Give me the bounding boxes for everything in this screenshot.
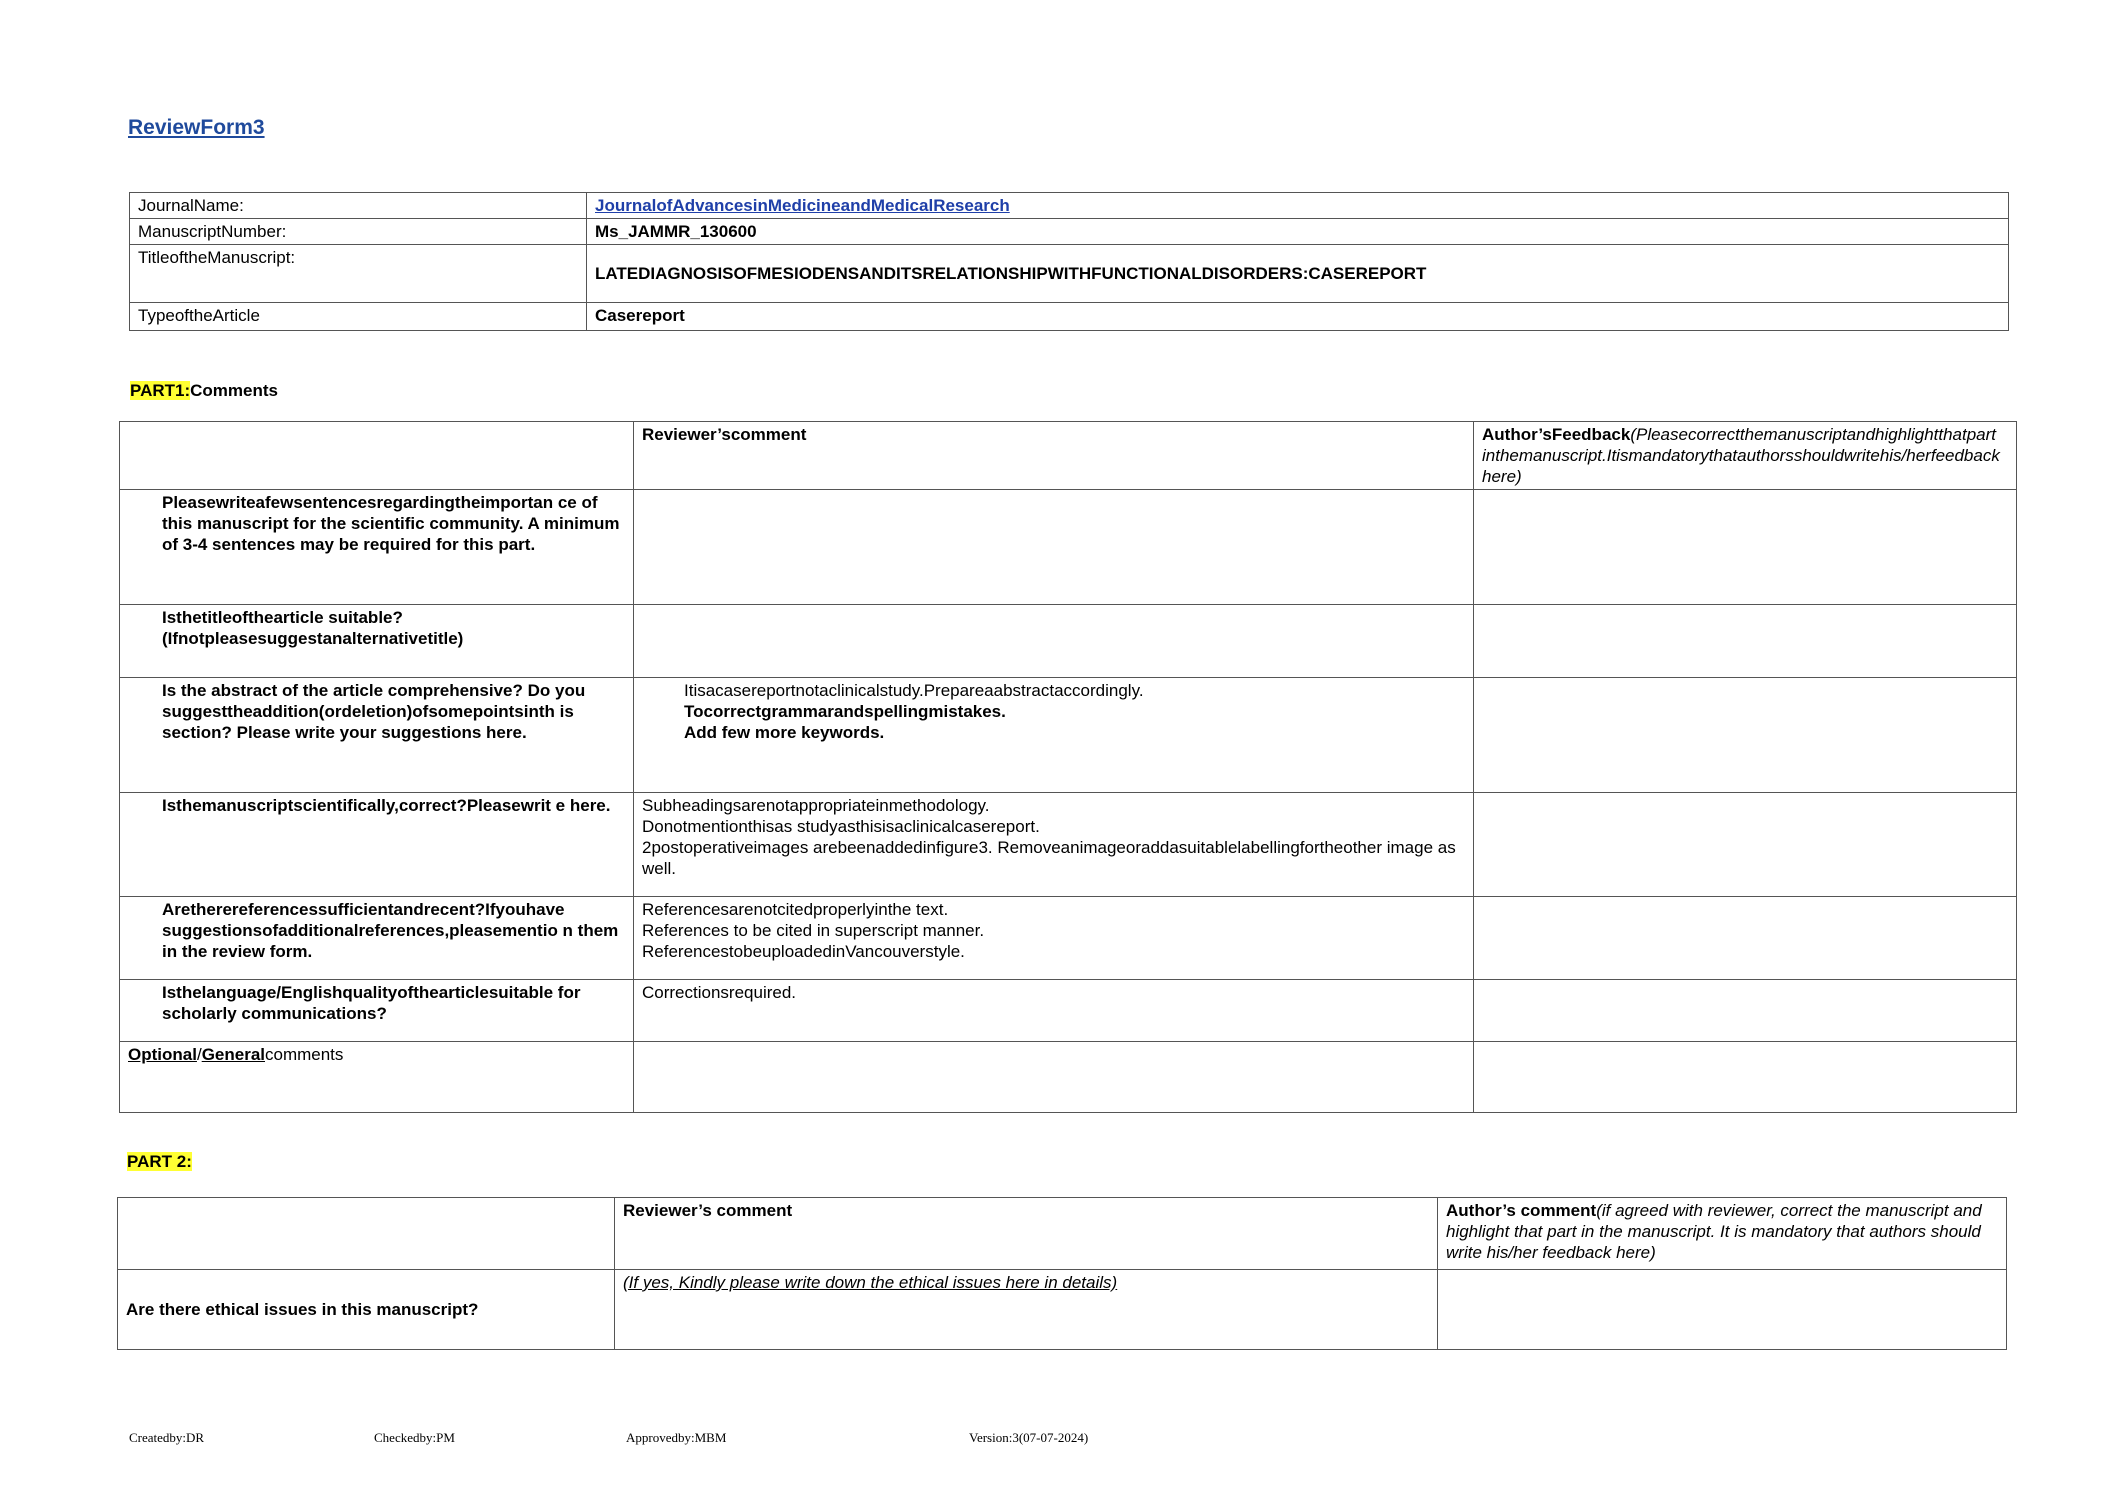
part1-label-rest: Comments — [190, 381, 278, 400]
part2-header-reviewer: Reviewer’s comment — [615, 1198, 1438, 1270]
reviewer-comment-cell[interactable] — [634, 897, 1474, 980]
author-feedback-cell[interactable] — [1474, 490, 2017, 605]
ethical-issues-instruction: (If yes, Kindly please write down the ethical issues here in details) — [623, 1273, 1118, 1292]
table-row — [120, 1042, 2017, 1113]
part1-heading — [130, 381, 278, 401]
comment-line: Add few more keywords. — [684, 723, 885, 742]
author-feedback-cell[interactable] — [1438, 1270, 2007, 1350]
reviewer-comment-cell[interactable] — [615, 1270, 1438, 1350]
optional-label-bold-1: Optional — [128, 1045, 197, 1064]
part1-header-empty — [120, 422, 634, 490]
reviewer-comment-cell[interactable] — [634, 678, 1474, 793]
reviewer-comment-cell[interactable] — [634, 1042, 1474, 1113]
comment-line: Subheadingsarenotappropriateinmethodology. — [642, 796, 990, 815]
comment-line: Referencesarenotcitedproperlyinthe text. — [642, 900, 949, 919]
footer-version: Version:3(07-07-2024) — [969, 1430, 1089, 1445]
table-row — [120, 980, 2017, 1042]
part1-comments-table — [119, 421, 2017, 1113]
form-title: ReviewForm3 — [128, 116, 265, 139]
optional-label-bold-2: General — [201, 1045, 265, 1064]
author-feedback-cell[interactable] — [1474, 980, 2017, 1042]
optional-general-comments-label — [120, 1042, 634, 1113]
table-row — [120, 605, 2017, 678]
author-feedback-cell[interactable] — [1474, 793, 2017, 897]
table-row — [120, 897, 2017, 980]
comment-line: Correctionsrequired. — [642, 983, 797, 1002]
comment-line: ReferencestobeuploadedinVancouverstyle. — [642, 942, 965, 961]
comment-line: Tocorrectgrammarandspellingmistakes. — [684, 702, 1006, 721]
comment-line: Itisacasereportnotaclinicalstudy.Prepareaabstractaccordingly. — [684, 681, 1144, 700]
article-type-label: TypeoftheArticle — [130, 303, 587, 331]
reviewer-comment-cell[interactable] — [634, 605, 1474, 678]
part1-header-reviewer: Reviewer’scomment — [634, 422, 1474, 490]
table-row — [120, 678, 2017, 793]
part2-header-author — [1438, 1198, 2007, 1270]
table-row — [120, 490, 2017, 605]
part2-header-author-bold: Author’s comment — [1446, 1201, 1597, 1220]
part1-header-author-bold: Author’sFeedback — [1482, 425, 1631, 444]
comment-line: 2postoperativeimages arebeenaddedinfigure3. Removeanimageoraddasuitablelabellingfortheother image as well. — [642, 838, 1456, 878]
author-feedback-cell[interactable] — [1474, 678, 2017, 793]
manuscript-info-table — [129, 192, 2009, 331]
reviewer-comment-cell[interactable] — [634, 490, 1474, 605]
comment-line: Donotmentionthisas studyasthisisaclinicalcasereport. — [642, 817, 1040, 836]
footer-approved-by: Approvedby:MBM — [626, 1430, 727, 1445]
question-abstract: Is the abstract of the article comprehensive? Do you suggesttheaddition(ordeletion)ofsomepointsinth is section? Please write your suggestions here. — [120, 678, 634, 793]
optional-label-sep: / — [196, 1045, 202, 1064]
table-row — [120, 793, 2017, 897]
part2-ethics-table — [117, 1197, 2007, 1350]
manuscript-title-value: LATEDIAGNOSISOFMESIODENSANDITSRELATIONSHIPWITHFUNCTIONALDISORDERS:CASEREPORT — [587, 245, 2009, 303]
author-feedback-cell[interactable] — [1474, 897, 2017, 980]
part1-header-author — [1474, 422, 2017, 490]
question-importance: Pleasewriteafewsentencesregardingtheimportan ce of this manuscript for the scientific community. A minimum of 3-4 sentences may be required for this part. — [120, 490, 634, 605]
part2-header-author-italic: (if agreed with reviewer, correct the manuscript and highlight that part in the manuscript. It is mandatory that authors should write his/her feedback here) — [1446, 1201, 1982, 1262]
comment-line: References to be cited in superscript manner. — [642, 921, 985, 940]
journal-name-link[interactable]: JournalofAdvancesinMedicineandMedicalResearch — [595, 196, 1010, 215]
question-ethical-issues: Are there ethical issues in this manuscript? — [118, 1270, 615, 1350]
part2-header-empty — [118, 1198, 615, 1270]
reviewer-comment-cell[interactable] — [634, 793, 1474, 897]
part2-label: PART 2: — [127, 1152, 192, 1171]
author-feedback-cell[interactable] — [1474, 605, 2017, 678]
manuscript-number-label: ManuscriptNumber: — [130, 219, 587, 245]
footer-created-by: Createdby:DR — [129, 1430, 205, 1445]
part1-label: PART1: — [130, 381, 191, 400]
manuscript-number-value: Ms_JAMMR_130600 — [587, 219, 2009, 245]
question-scientific: Isthemanuscriptscientifically,correct?Pleasewrit e here. — [120, 793, 634, 897]
reviewer-comment-cell[interactable] — [634, 980, 1474, 1042]
table-row — [118, 1270, 2007, 1350]
question-title: Isthetitleofthearticle suitable? (Ifnotpleasesuggestanalternativetitle) — [120, 605, 634, 678]
author-feedback-cell[interactable] — [1474, 1042, 2017, 1113]
journal-name-label: JournalName: — [130, 193, 587, 219]
question-language: Isthelanguage/Englishqualityofthearticlesuitable for scholarly communications? — [120, 980, 634, 1042]
question-references: Aretherereferencessufficientandrecent?Ifyouhave suggestionsofadditionalreferences,pleasementio n them in the review form. — [120, 897, 634, 980]
optional-label-rest: comments — [265, 1045, 344, 1064]
manuscript-title-label: TitleoftheManuscript: — [130, 245, 587, 303]
article-type-value: Casereport — [587, 303, 2009, 331]
part2-heading — [127, 1152, 192, 1172]
part1-header-author-italic: (Pleasecorrectthemanuscriptandhighlightthatpart inthemanuscript.Itismandatorythatauthorsshouldwritehis/herfeedback here) — [1482, 425, 2000, 486]
footer-checked-by: Checkedby:PM — [374, 1430, 455, 1445]
